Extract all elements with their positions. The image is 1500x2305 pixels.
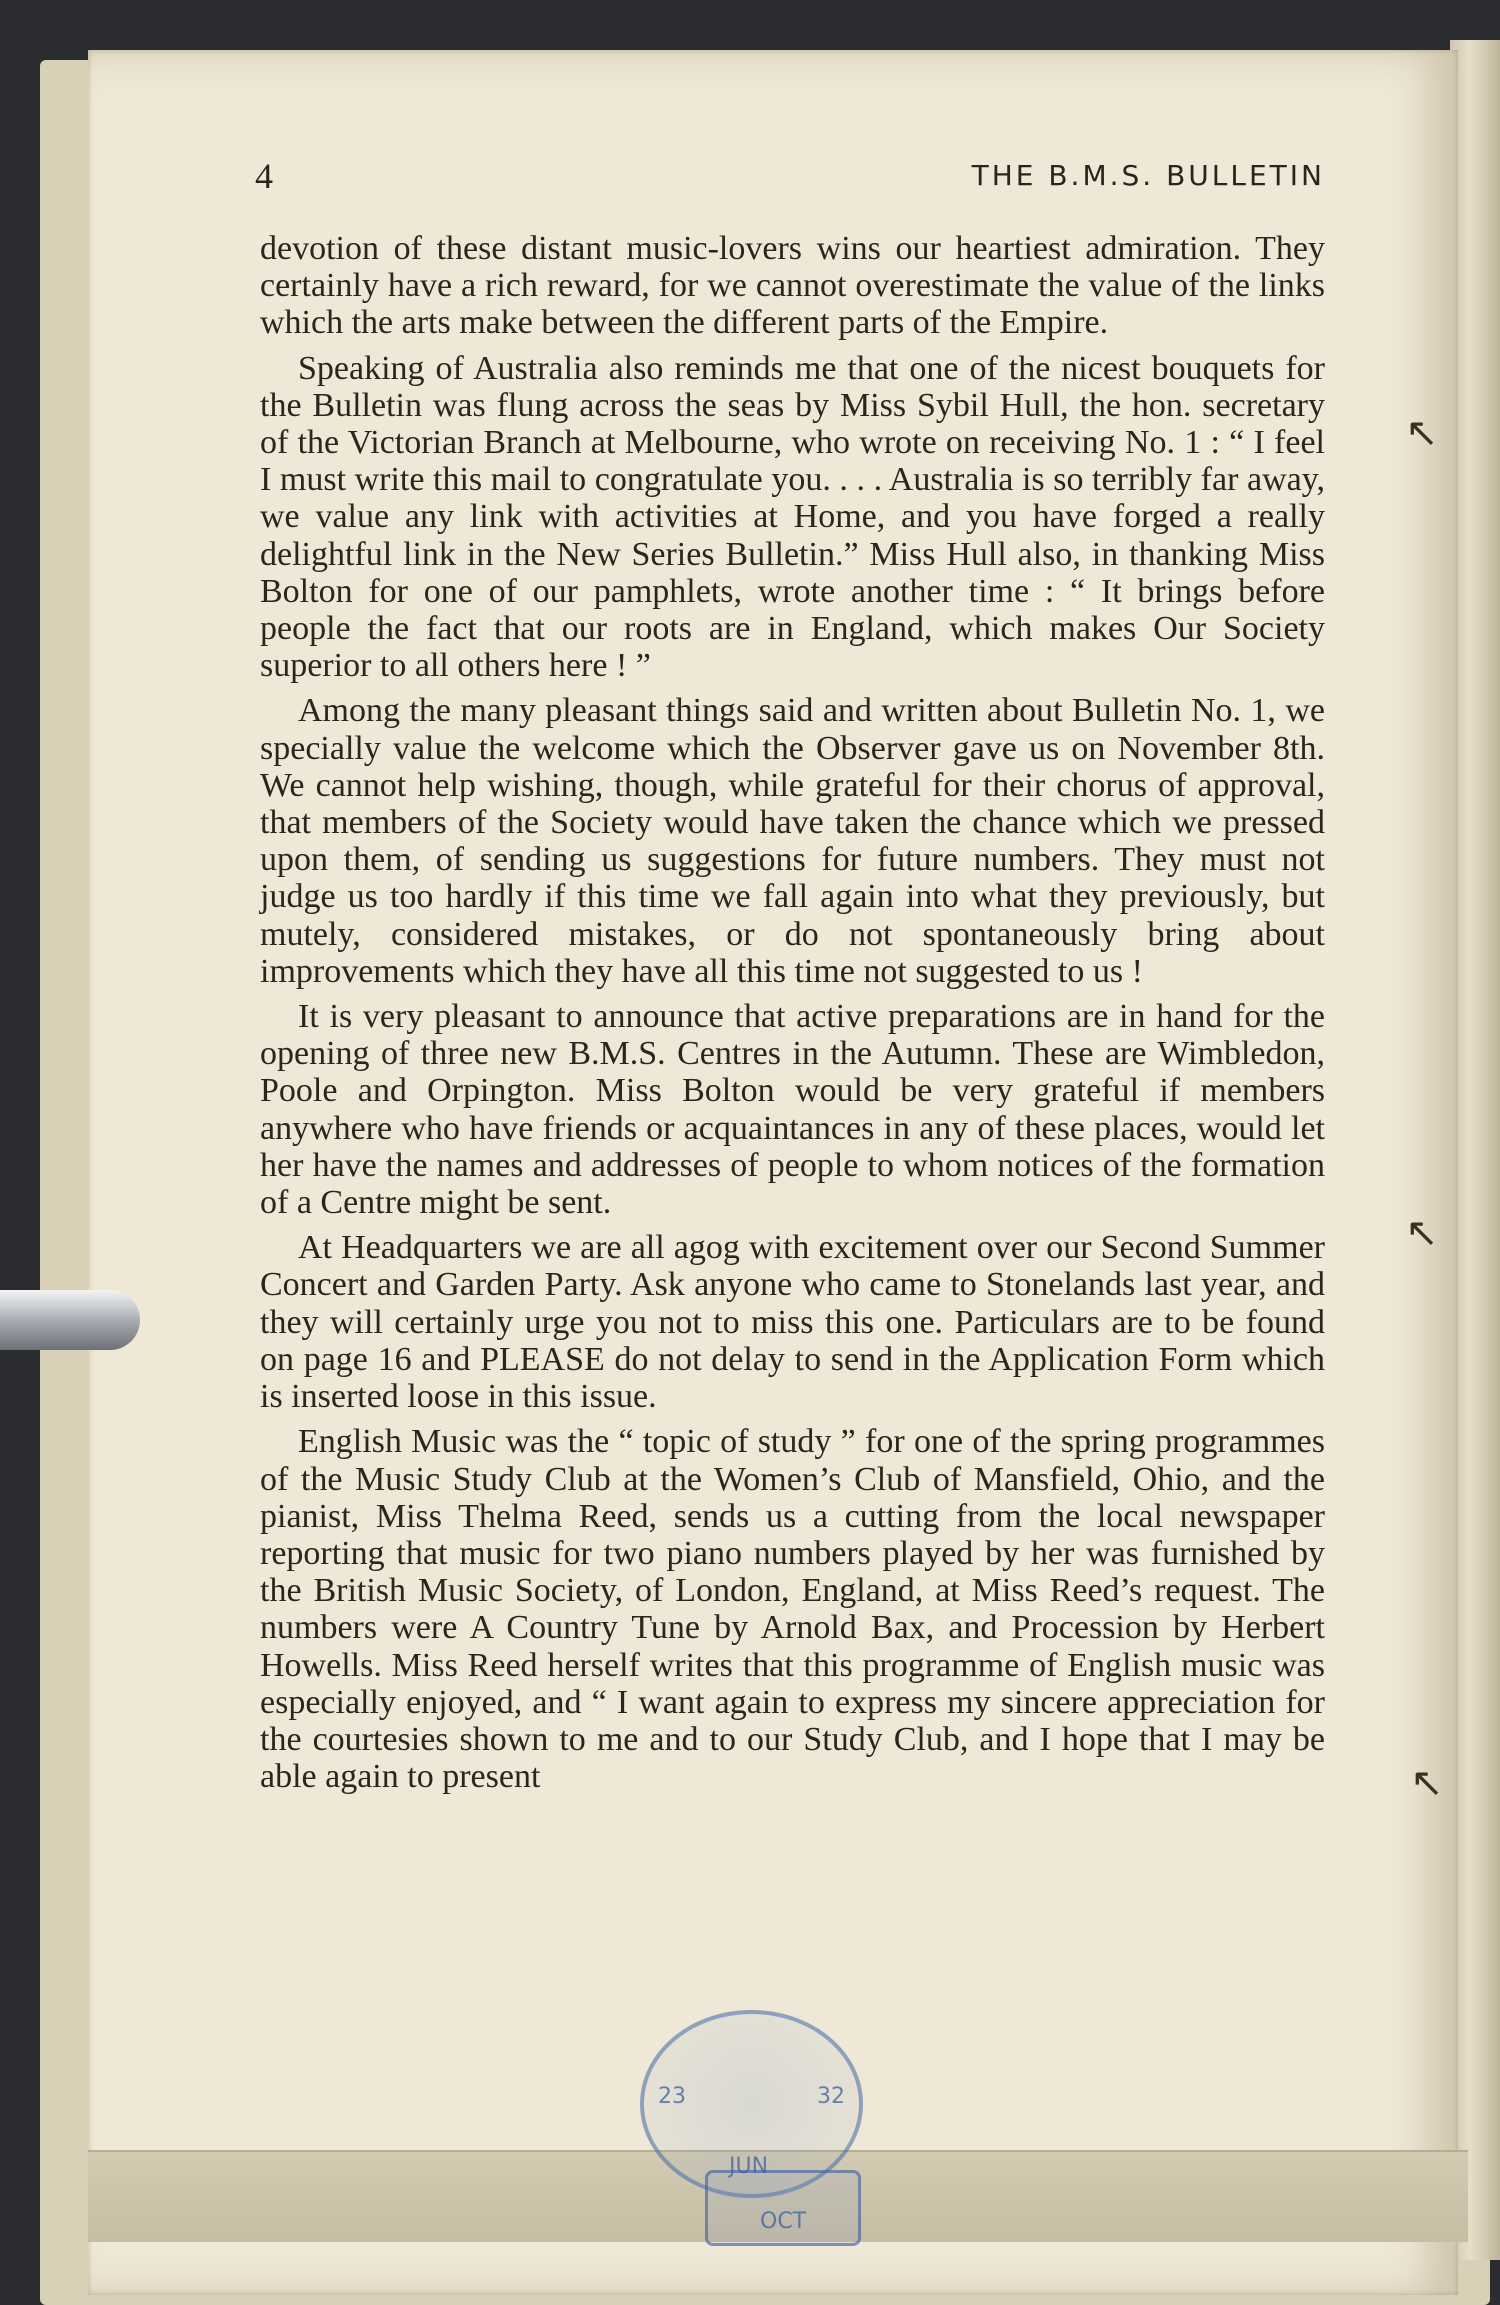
page-header (255, 155, 1325, 205)
stamp-lower-month: OCT (760, 2209, 807, 2234)
paragraph: Among the many pleasant things said and written about Bulletin No. 1, we specially value the welcome which the Observer gave us on November 8th. We cannot help wishing, though, while grateful for their chorus of approval, that members of the Society would have taken the chance which we pressed upon them, of sending us suggestions for future numbers. They must not judge us too hardly if this time we fall again into what they previously, but mutely, considered mistakes, or do not spontaneously bring about improvements which they have all this time not suggested to us ! (260, 692, 1325, 990)
page-clip (0, 1290, 140, 1350)
body-text (260, 230, 1325, 1803)
library-stamp-lower (705, 2170, 861, 2246)
paragraph: English Music was the “ topic of study ” for one of the spring programmes of the Music Study Club at the Women’s Club of Mansfield, Ohio, and the pianist, Miss Thelma Reed, sends us a cutting from the local newspaper reporting that music for two piano numbers played by her was furnished by the British Music Society, of London, England, at Miss Reed’s request. The numbers were A Country Tune by Arnold Bax, and Procession by Herbert Howells. Miss Reed herself writes that this programme of English music was especially enjoyed, and “ I want again to express my sincere appreciation for the courtesies shown to me and to our Study Club, and I hope that I may be able again to present (260, 1423, 1325, 1796)
stamp-right-number: 32 (817, 2084, 845, 2109)
paragraph: Speaking of Australia also reminds me that one of the nicest bouquets for the Bulletin was flung across the seas by Miss Sybil Hull, the hon. secretary of the Victorian Branch at Melbourne, who wrote on receiving No. 1 : “ I feel I must write this mail to congratulate you. . . . Australia is so terribly far away, we value any link with activities at Home, and you have forged a really delightful link in the New Series Bulletin.” Miss Hull also, in thanking Miss Bolton for one of our pamphlets, wrote another time : “ It brings before people the fact that our roots are in England, which makes Our Society superior to all others here ! ” (260, 349, 1325, 685)
margin-mark-icon: ↖ (1405, 1210, 1439, 1256)
paragraph: devotion of these distant music-lovers wins our heartiest admiration. They certainly have a rich reward, for we cannot overestimate the value of the links which the arts make between the different parts of the Empire. (260, 230, 1325, 342)
stamp-month: JUN (729, 2154, 769, 2179)
stamp-left-number: 23 (658, 2084, 686, 2109)
paragraph: At Headquarters we are all agog with excitement over our Second Summer Concert and Garden Party. Ask anyone who came to Stonelands last year, and they will certainly urge you not to miss this one. Particulars are to be found on page 16 and PLEASE do not delay to send in the Application Form which is inserted loose in this issue. (260, 1229, 1325, 1416)
running-title: THE B.M.S. BULLETIN (971, 159, 1325, 192)
margin-mark-icon: ↖ (1405, 410, 1439, 456)
margin-mark-icon: ↖ (1410, 1760, 1444, 1806)
page-number: 4 (255, 156, 273, 196)
paragraph: It is very pleasant to announce that active preparations are in hand for the opening of three new B.M.S. Centres in the Autumn. These are Wimbledon, Poole and Orpington. Miss Bolton would be very grateful if members anywhere who have friends or acquaintances in any of these places, would let her have the names and addresses of people to whom notices of the formation of a Centre might be sent. (260, 998, 1325, 1222)
